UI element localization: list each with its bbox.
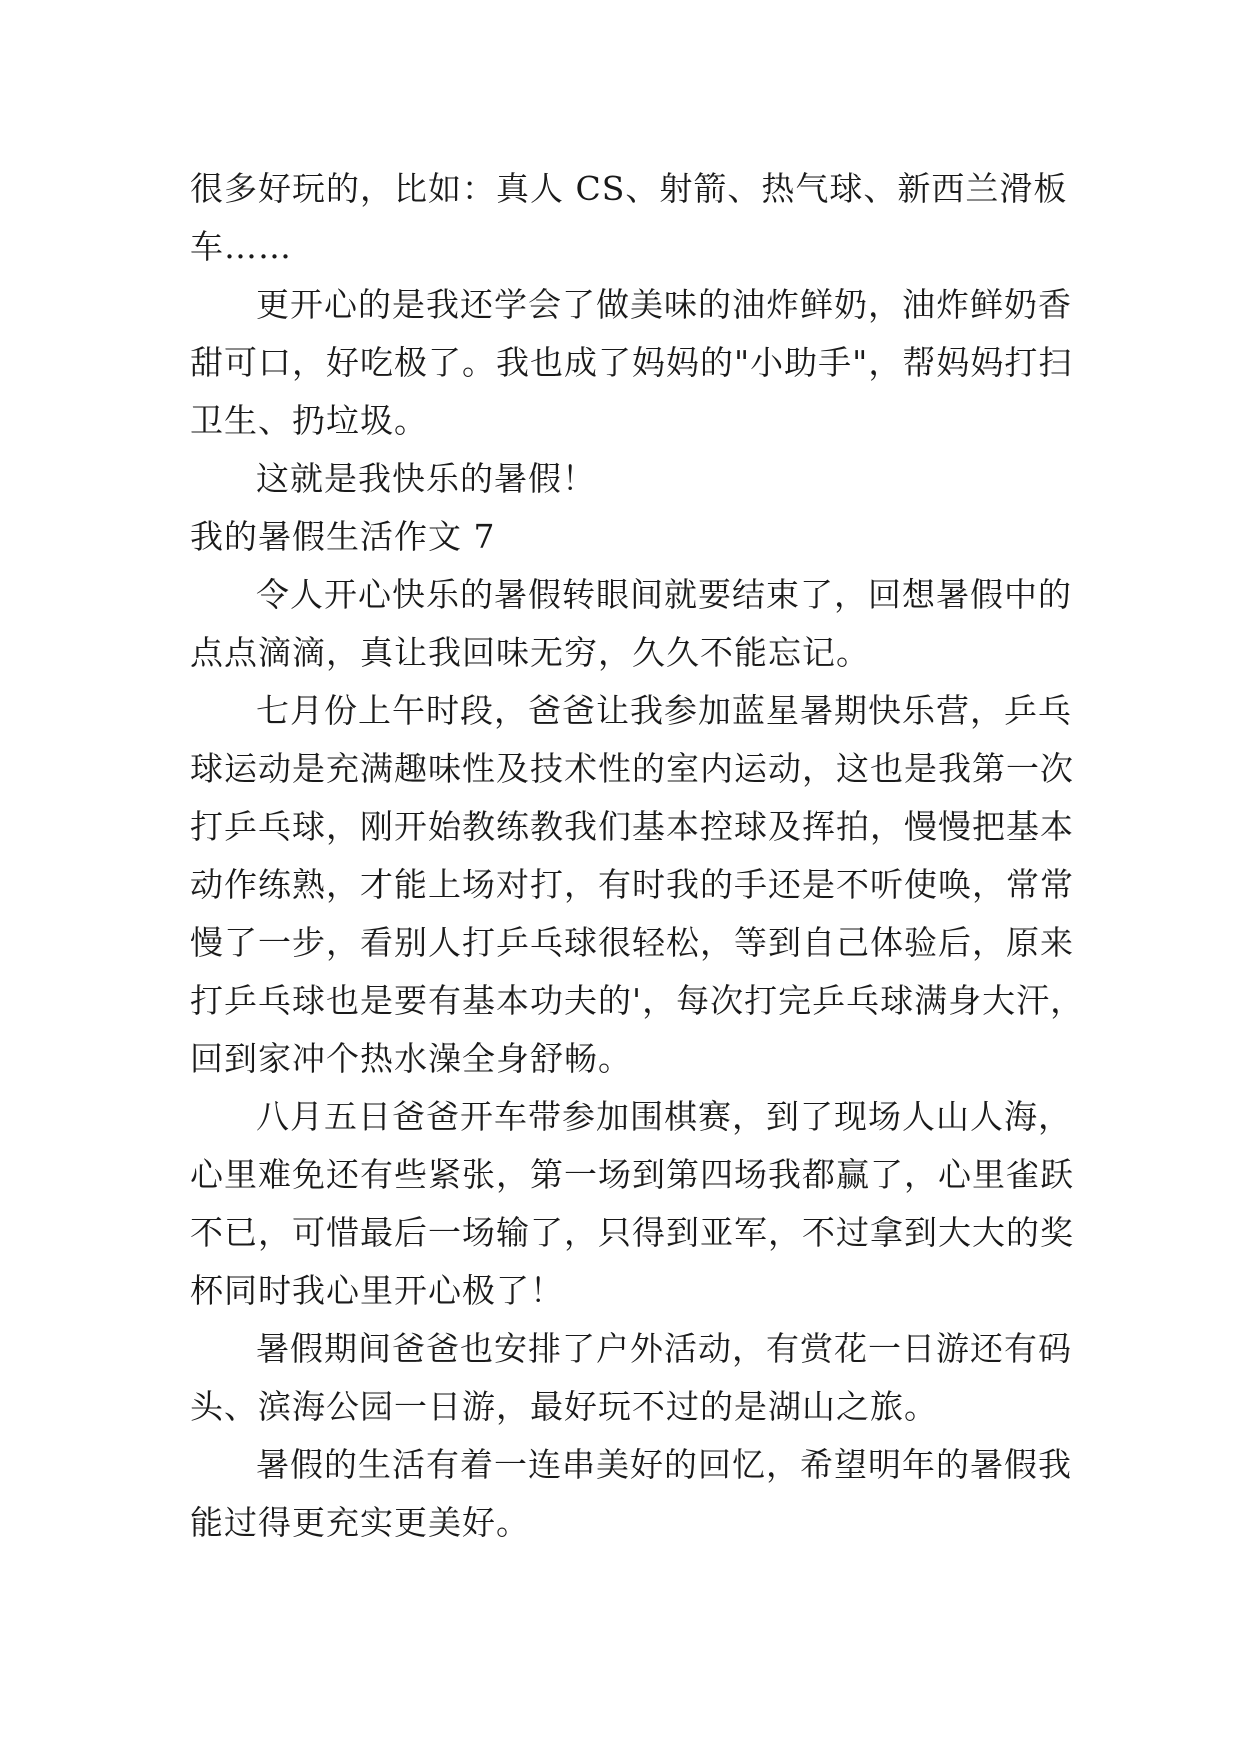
- text-line: 甜可口，好吃极了。我也成了妈妈的"小助手"，帮妈妈打扫: [190, 343, 1073, 382]
- text-line: 很多好玩的，比如：真人 CS、射箭、热气球、新西兰滑板: [190, 169, 1068, 208]
- text-line: 能过得更充实更美好。: [190, 1503, 530, 1542]
- text-line: 打乒乓球，刚开始教练教我们基本控球及挥拍，慢慢把基本: [190, 807, 1074, 846]
- section-heading: 我的暑假生活作文 7: [190, 517, 496, 556]
- text-line: 动作练熟，才能上场对打，有时我的手还是不听使唤，常常: [190, 865, 1074, 904]
- text-line: 回到家冲个热水澡全身舒畅。: [190, 1039, 632, 1078]
- text-line: 不已，可惜最后一场输了，只得到亚军，不过拿到大大的奖: [190, 1213, 1074, 1252]
- paragraph-start-line: 暑假期间爸爸也安排了户外活动，有赏花一日游还有码: [256, 1329, 1072, 1368]
- text-line: 慢了一步，看别人打乒乓球很轻松，等到自己体验后，原来: [190, 923, 1074, 962]
- text-line: 点点滴滴，真让我回味无穷，久久不能忘记。: [190, 633, 870, 672]
- paragraph-start-line: 暑假的生活有着一连串美好的回忆，希望明年的暑假我: [256, 1445, 1072, 1484]
- paragraph-start-line: 七月份上午时段，爸爸让我参加蓝星暑期快乐营，乒乓: [256, 691, 1072, 730]
- text-line: 心里难免还有些紧张，第一场到第四场我都赢了，心里雀跃: [190, 1155, 1074, 1194]
- text-line: 杯同时我心里开心极了！: [190, 1271, 564, 1310]
- paragraph-start-line: 更开心的是我还学会了做美味的油炸鲜奶，油炸鲜奶香: [256, 285, 1072, 324]
- document-body: [190, 160, 1085, 1552]
- paragraph-start-line: 八月五日爸爸开车带参加围棋赛，到了现场人山人海，: [256, 1097, 1072, 1136]
- text-line: 头、滨海公园一日游，最好玩不过的是湖山之旅。: [190, 1387, 938, 1426]
- text-line: 卫生、扔垃圾。: [190, 401, 428, 440]
- text-line: 车……: [190, 227, 292, 266]
- paragraph-start-line: 令人开心快乐的暑假转眼间就要结束了，回想暑假中的: [256, 575, 1072, 614]
- text-line: 球运动是充满趣味性及技术性的室内运动，这也是我第一次: [190, 749, 1074, 788]
- paragraph-start-line: 这就是我快乐的暑假！: [256, 459, 596, 498]
- text-line: 打乒乓球也是要有基本功夫的'，每次打完乒乓球满身大汗，: [190, 981, 1085, 1020]
